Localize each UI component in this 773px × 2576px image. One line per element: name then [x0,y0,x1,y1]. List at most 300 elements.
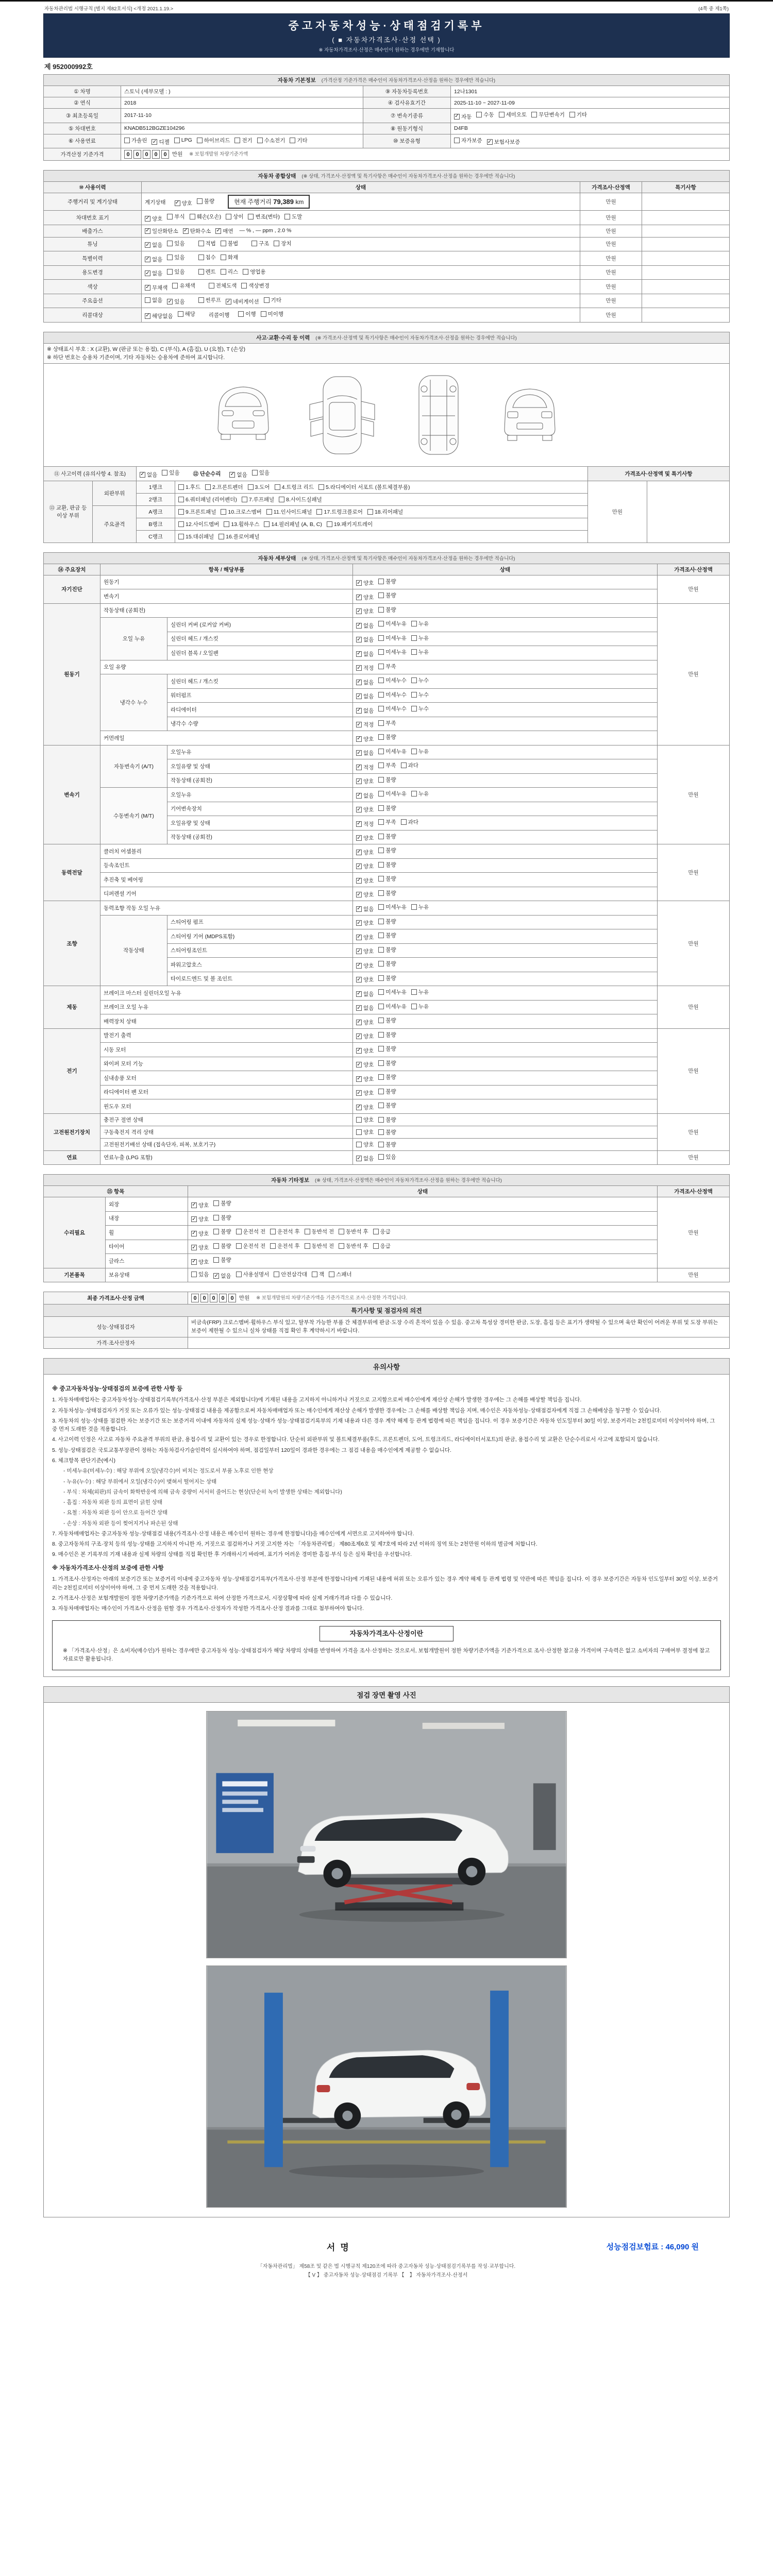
item-label: 휠 [106,1226,188,1240]
final-price-note: ※ 보험개발원의 차량기준가액을 기준가격으로 조사·산정한 가격입니다. [256,1295,408,1301]
checkbox-option[interactable] [378,889,396,897]
checkbox-option[interactable] [356,820,374,828]
checkbox-label: 없음 [152,242,163,248]
checkbox-option[interactable] [356,792,374,800]
checkbox-option[interactable] [236,1228,266,1235]
checkbox-option[interactable] [229,471,247,479]
extra-col-item: ⑮ 항목 [44,1186,188,1197]
checkbox-option[interactable] [221,508,261,516]
checkbox-option[interactable] [378,676,407,684]
checkbox-option[interactable] [356,749,374,757]
item-state [353,816,658,831]
checkbox-label: 있음 [174,299,185,305]
checkbox-option[interactable] [378,606,396,614]
checkbox-option[interactable] [183,227,211,235]
checkbox-label: 부족 [385,663,396,670]
checkbox-option[interactable] [356,721,374,728]
checkbox-option[interactable] [378,974,396,982]
checkbox-option[interactable] [378,903,407,911]
checkbox-option[interactable] [257,137,285,144]
checkbox-option[interactable] [167,213,184,221]
checkbox-option[interactable] [356,1128,374,1136]
checkbox-option[interactable] [356,976,374,984]
checkbox-box [190,214,195,219]
checkbox-option[interactable] [198,240,216,247]
table-row [44,1138,730,1150]
main-frame-label: 주요골격 [93,505,137,543]
checkbox-option[interactable] [198,296,221,304]
checkbox-option[interactable] [178,310,195,318]
options-checks [145,296,190,307]
device-group: 수리필요 [44,1197,106,1268]
price-cell: 만원 [580,237,642,251]
remark-cell [642,225,730,237]
checkbox-option[interactable] [356,650,374,658]
checkbox-option[interactable] [339,1242,368,1250]
checkbox-option[interactable] [378,833,396,840]
checkbox-box [356,693,362,699]
checkbox-option[interactable] [356,1047,374,1055]
checkbox-option[interactable] [356,862,374,870]
checkbox-box [356,722,362,727]
checkbox-box [219,534,224,539]
checkbox-option[interactable] [411,634,429,642]
car-diagram-cell [44,364,730,467]
checkbox-option[interactable] [140,471,157,479]
checkbox-option[interactable] [234,137,252,144]
checkbox-option[interactable] [356,594,374,601]
checkbox-box [378,890,384,896]
checkbox-label: 양호 [363,962,374,969]
checkbox-box [213,1200,219,1206]
checkbox-option[interactable] [378,748,407,755]
checkbox-option[interactable] [243,268,265,276]
checkbox-option[interactable] [378,1141,396,1148]
checkbox-option[interactable] [213,1242,231,1250]
checkbox-option[interactable] [378,790,407,798]
checkbox-option[interactable] [356,1116,374,1124]
checkbox-option[interactable] [499,111,527,118]
checkbox-option[interactable] [213,1199,231,1207]
checkbox-option[interactable] [356,1032,374,1040]
rankA-label: A랭크 [137,505,175,518]
recall-done-label: 리콜이행 [208,312,230,318]
checkbox-option[interactable] [356,735,374,743]
checkbox-option[interactable] [191,1201,209,1209]
checkbox-label: 누유 [418,904,429,911]
checkbox-option[interactable] [221,268,238,276]
checkbox-option[interactable] [356,849,374,856]
item-label: 충전구 절연 상태 [100,1113,353,1126]
checkbox-option[interactable] [279,496,322,503]
insurance-fee-value: 46,090 원 [665,2243,699,2252]
checkbox-option[interactable] [167,298,184,306]
item-state [353,1150,658,1165]
checkbox-option[interactable] [261,310,283,318]
table-row [44,1197,730,1212]
checkbox-option[interactable] [213,1272,231,1280]
checkbox-option[interactable] [356,806,374,814]
notice-item: 9. 매수인은 본 기록부의 기재 내용과 실제 차량의 상태를 직접 확인한 후 거래하시기 바라며, 표기가 어려운 경미한 흠집·부식 등은 실차 확인을 우선합니다. [52,1551,412,1558]
checkbox-option[interactable] [252,469,270,477]
checkbox-option[interactable] [248,483,270,491]
checkbox-option[interactable] [378,818,396,826]
price-cell: 만원 [657,603,729,745]
checkbox-option[interactable] [378,733,396,741]
checkbox-option[interactable] [251,240,269,247]
checkbox-option[interactable] [356,1061,374,1069]
checkbox-box [234,138,240,143]
checkbox-option[interactable] [378,988,407,996]
checkbox-option[interactable] [378,1088,396,1095]
checkbox-option[interactable] [378,1153,396,1161]
checkbox-option[interactable] [284,213,302,221]
checkbox-label: 불량 [221,1257,231,1264]
checkbox-option[interactable] [274,1270,307,1278]
checkbox-option[interactable] [327,520,373,528]
checkbox-label: 10.크로스멤버 [228,509,262,515]
checkbox-option[interactable] [356,1104,374,1111]
checkbox-option[interactable] [356,679,374,686]
checkbox-option[interactable] [378,1101,396,1109]
document-title: 중고자동차성능·상태점검기록부 [288,20,485,32]
checkbox-label: 양호 [363,1116,374,1123]
checkbox-option[interactable] [411,676,429,684]
color-state [142,280,580,294]
checkbox-option[interactable] [378,705,407,713]
checkbox-option[interactable] [378,1059,396,1067]
checkbox-option[interactable] [411,1003,429,1010]
definition-box-text: ※ 「가격조사·산정」은 소비자(매수인)가 원하는 경우에만 중고자동차 성능·상태점검자가 해당 차량의 상태를 반영하여 가격을 조사·산정하는 것으로서, 보험개발원이 정한 차량기준가액을 기준가격으로 조사·산정한 참고용 가격이며 구속력은 없고 소비자의 구매여부 결정에 참고자료로만 활용됩니다. [63,1647,710,1663]
checkbox-option[interactable] [356,905,374,913]
checkbox-option[interactable] [238,310,256,318]
checkbox-box [145,297,150,303]
checkbox-option[interactable] [356,707,374,715]
checkbox-option[interactable] [339,1228,368,1235]
table-row [44,745,730,759]
checkbox-option[interactable] [378,620,407,628]
table-row [44,265,730,280]
checkbox-option[interactable] [197,137,230,144]
checkbox-option[interactable] [329,1270,351,1278]
checkbox-option[interactable] [378,1116,396,1124]
checkbox-option[interactable] [290,137,307,144]
checkbox-option[interactable] [224,520,259,528]
checkbox-option[interactable] [174,137,192,143]
checkbox-option[interactable] [124,137,147,144]
checkbox-option[interactable] [378,1128,396,1136]
checkbox-option[interactable] [236,1242,266,1250]
checkbox-option[interactable] [145,256,162,263]
car-diagrams [47,365,726,465]
checkbox-option[interactable] [305,1242,334,1250]
item-state [353,1113,658,1126]
item-label: 내장 [106,1211,188,1226]
checkbox-option[interactable] [378,861,396,869]
checkbox-option[interactable] [270,1242,300,1250]
checkbox-box [198,241,204,246]
checkbox-option[interactable] [373,1242,391,1250]
checkbox-option[interactable] [178,520,219,528]
checkbox-label: 양호 [363,877,374,884]
checkbox-option[interactable] [305,1228,334,1235]
item-state [188,1240,658,1254]
notice-item: 1. 가격조사·산정자는 아래의 보증기간 또는 보증거리 이내에 중고자동차 성능·상태점검기록부(가격조사·산정 부분에 한정합니다)에 기재된 내용에 허위 또는 오류가 있는 경우 계약 해제 등 관계 법령 및 약관에 따른 책임을 집니다. 이 경우 보증기간은 자동차 인도일부터 30일 이상, 보증거리는 2천킬로미터 이상이어야 하며, 그 중 먼저 도래한 것을 적용합니다. [52,1576,718,1591]
checkbox-option[interactable] [476,111,494,118]
checkbox-option[interactable] [356,579,374,587]
checkbox-option[interactable] [356,919,374,927]
price-cell: 만원 [587,481,647,543]
checkbox-option[interactable] [145,312,173,320]
checkbox-option[interactable] [356,947,374,955]
section-final-price [43,1292,730,1349]
checkbox-option[interactable] [356,877,374,885]
checkbox-option[interactable] [205,483,243,491]
item-state [353,674,658,689]
checkbox-option[interactable] [454,113,472,121]
item-label: 실린더 헤드 / 개스킷 [167,674,353,689]
checkbox-option[interactable] [378,776,396,784]
checkbox-option[interactable] [378,1031,396,1039]
checkbox-label: 양호 [363,594,374,601]
checkbox-option[interactable] [215,227,233,235]
checkbox-option[interactable] [167,268,184,276]
checkbox-option[interactable] [378,663,396,670]
checkbox-label: 구조 [259,240,270,247]
checkbox-option[interactable] [209,282,237,290]
checkbox-label: 있음 [259,470,270,477]
checkbox-option[interactable] [191,1244,209,1251]
notice-body [44,1375,729,1677]
checkbox-option[interactable] [531,111,565,118]
checkbox-option[interactable] [487,138,520,146]
checkbox-option[interactable] [356,1075,374,1083]
checkbox-option[interactable] [356,990,374,998]
checkbox-option[interactable] [411,903,429,911]
checkbox-option[interactable] [378,591,396,599]
checkbox-option[interactable] [175,199,192,207]
checkbox-option[interactable] [356,1004,374,1012]
checkbox-label: 운전석 후 [277,1229,300,1235]
checkbox-option[interactable] [191,1258,209,1266]
checkbox-option[interactable] [178,496,237,503]
checkbox-option[interactable] [378,578,396,585]
checkbox-box [356,1020,362,1025]
checkbox-option[interactable] [274,240,291,247]
checkbox-option[interactable] [401,761,418,769]
checkbox-option[interactable] [266,508,312,516]
checkbox-option[interactable] [411,648,429,656]
checkbox-box [378,834,384,839]
checkbox-option[interactable] [213,1214,231,1222]
checkbox-option[interactable] [191,1230,209,1238]
checkbox-option[interactable] [226,298,259,306]
checkbox-label: 하이브리드 [204,137,230,144]
checkbox-label: 잭 [319,1271,325,1278]
checkbox-option[interactable] [221,240,238,247]
checkbox-option[interactable] [241,282,270,290]
checkbox-option[interactable] [236,1270,270,1278]
checkbox-option[interactable] [356,692,374,700]
checkbox-option[interactable] [378,634,407,642]
checkbox-option[interactable] [213,1256,231,1264]
accident-title-text: 사고·교환·수리 등 이력 [256,334,310,341]
checkbox-option[interactable] [454,137,482,144]
checkbox-option[interactable] [264,296,281,304]
checkbox-option[interactable] [356,891,374,899]
checkbox-option[interactable] [191,1215,209,1223]
checkbox-option[interactable] [411,790,429,798]
checkbox-option[interactable] [356,777,374,785]
checkbox-option[interactable] [162,469,179,477]
checkbox-option[interactable] [145,269,162,277]
checkbox-option[interactable] [401,818,418,826]
item-state [353,986,658,1001]
checkbox-option[interactable] [145,284,167,292]
checkbox-option[interactable] [270,1228,300,1235]
remark-cell [642,211,730,225]
checkbox-option[interactable] [378,761,396,769]
checkbox-option[interactable] [569,111,587,118]
checkbox-label: 누유 [418,791,429,798]
checkbox-box [367,509,373,515]
checkbox-option[interactable] [145,227,178,235]
checkbox-option[interactable] [275,483,314,491]
checkbox-option[interactable] [378,931,396,939]
checkbox-label: 불량 [385,961,396,968]
digit-box: 0 [124,150,132,159]
checkbox-label: 불량 [385,1018,396,1024]
checkbox-box [238,311,244,317]
checkbox-option[interactable] [191,1270,209,1278]
checkbox-label: 불량 [221,1229,231,1235]
checkbox-option[interactable] [145,241,162,249]
checkbox-option[interactable] [356,1155,374,1162]
checkbox-option[interactable] [378,1003,407,1010]
checkbox-option[interactable] [378,946,396,954]
checkbox-box [191,1216,197,1222]
checkbox-option[interactable] [378,918,396,925]
checkbox-option[interactable] [264,520,322,528]
accident-table [43,332,730,543]
checkbox-box [378,1103,384,1108]
checkbox-box [356,1076,362,1082]
checkbox-label: 불법 [227,240,239,247]
checkbox-option[interactable] [356,764,374,771]
checkbox-option[interactable] [197,197,214,205]
checkbox-option[interactable] [378,960,396,968]
checkbox-option[interactable] [178,508,216,516]
notice-item: 8. 중고자동차의 구조·장치 등의 성능·상태를 고지하지 아니한 자, 거짓으로 점검하거나 거짓 고지한 자는 「자동차관리법」 제80조제6호 및 제7호에 따라 2년 이하의 징역 또는 2천만원 이하의 벌금에 처합니다. [52,1541,537,1548]
base-price-label: 가격산정 기준가격 [44,148,121,161]
checkbox-option[interactable] [356,664,374,672]
checkbox-label: 불량 [385,933,396,939]
checkbox-option[interactable] [213,1228,231,1235]
checkbox-option[interactable] [198,268,216,276]
checkbox-box [356,878,362,884]
checkbox-option[interactable] [378,1016,396,1024]
item-label: 클러치 어셈블리 [100,844,353,859]
checkbox-label: 누수 [418,691,429,698]
checkbox-option[interactable] [242,496,274,503]
checkbox-option[interactable] [356,834,374,842]
checkbox-option[interactable] [248,213,280,221]
checkbox-option[interactable] [356,636,374,643]
checkbox-option[interactable] [378,1073,396,1081]
checkbox-option[interactable] [378,875,396,883]
checkbox-box [167,299,173,304]
checkbox-option[interactable] [411,705,429,713]
checkbox-option[interactable] [356,622,374,630]
checkbox-option[interactable] [356,607,374,615]
checkbox-option[interactable] [411,691,429,699]
checkbox-option[interactable] [356,962,374,970]
simple-repair-checks [229,468,274,479]
options-kind-checks [198,296,286,307]
checkbox-label: 양호 [363,934,374,941]
checkbox-option[interactable] [219,533,259,540]
checkbox-option[interactable] [190,213,222,221]
checkbox-option[interactable] [318,483,410,491]
recall-state [142,308,580,323]
checkbox-option[interactable] [226,213,243,221]
checkbox-option[interactable] [152,138,169,146]
checkbox-option[interactable] [367,508,403,516]
checkbox-box [270,1229,276,1234]
emission-state [142,225,580,237]
checkbox-option[interactable] [378,1045,396,1053]
checkbox-option[interactable] [312,1270,324,1278]
tuning-kind-checks [251,239,296,248]
checkbox-option[interactable] [145,215,162,223]
checkbox-label: 양호 [198,1202,209,1209]
checkbox-option[interactable] [167,253,184,261]
checkbox-option[interactable] [167,240,184,247]
checkbox-option[interactable] [198,253,216,261]
checkbox-option[interactable] [378,648,407,656]
remarks-appraiser-label: 가격·조사산정자 [44,1337,188,1348]
base-price-digit-boxes [124,151,171,157]
checkbox-option[interactable] [411,620,429,628]
checkbox-option[interactable] [356,934,374,941]
checkbox-option[interactable] [378,691,407,699]
checkbox-option[interactable] [221,253,238,261]
checkbox-option[interactable] [411,748,429,755]
checkbox-box [378,720,384,726]
checkbox-option[interactable] [145,296,162,304]
checkbox-option[interactable] [378,719,396,727]
remark-cell [642,308,730,323]
checkbox-option[interactable] [172,282,195,290]
checkbox-label: 불량 [385,1060,396,1066]
checkbox-option[interactable] [356,1019,374,1026]
checkbox-option[interactable] [356,1141,374,1148]
detail-section-title [44,552,730,564]
current-mileage-label: 현재 주행거리 [234,198,272,206]
first-reg-value: 2017-11-10 [121,109,363,123]
checkbox-option[interactable] [378,846,396,854]
checkbox-option[interactable] [178,533,214,540]
checkbox-label: 영업용 [250,268,266,275]
rank1-checks [175,481,588,493]
checkbox-option[interactable] [411,988,429,996]
checkbox-box [356,948,362,954]
checkbox-option[interactable] [373,1228,391,1235]
checkbox-option[interactable] [378,804,396,812]
checkbox-option[interactable] [316,508,362,516]
checkbox-option[interactable] [178,483,200,491]
checkbox-option[interactable] [356,1089,374,1097]
